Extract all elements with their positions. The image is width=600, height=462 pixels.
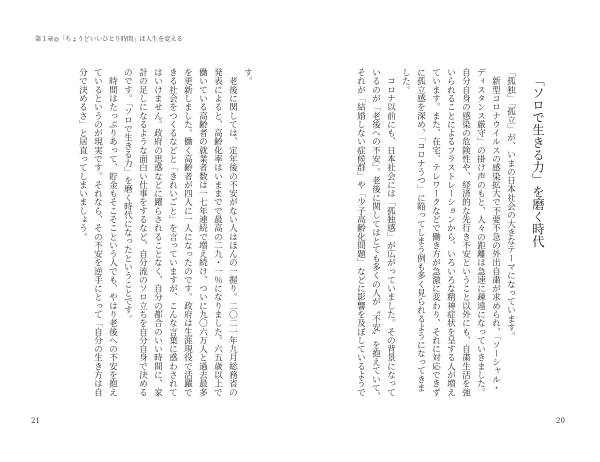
body-line: いるのが「老後への不安」。老後に関してはとても多くの人が〝不安〟を抱えていて、 [370,68,381,401]
body-line: 発表によると、高齢化率はいままでで最高の二九・一％になりました。六五歳以上で [212,68,223,397]
body-line: した。 [400,68,411,94]
section-heading: 「ソロで生きる力」を磨く時代 [530,74,546,248]
body-line: コロナ以前にも、日本社会には「孤独感」が広がっていました。その背景になって [385,68,396,397]
body-line: す。 [242,68,253,86]
body-line: を更新しました。働く高齢者が四人に一人になったのです。政府は生涯現役で活躍で [182,68,193,397]
body-line: 時間はたっぷりあって、貯金もそこそこという人でも、やはり老後への不安を抱え [107,68,118,397]
body-line: それが「結婚しない症候群」や「少子高齢化問題」などに影響を及ぼしているようで [355,68,366,397]
body-line: 老後に関しては、定年後の不安がない人はほんの一握り。二〇二一年九月総務省の [227,68,238,397]
chapter-running-head: 第１章◎「ちょうどいいひとり時間」は人生を変える [35,36,183,43]
body-line: ています。また、在宅、テレワークなどで働き方が急激に変わり、それに対応できず [430,68,441,397]
body-line: に孤立感を深め、「コロナうつ」に陥ってしまう例も多く見られるようになってきま [415,68,426,392]
body-line: はいけません。政府の思惑などに躍らされることなく、自分の都合のいい時間に、家 [152,68,163,397]
right-page [300,0,600,462]
page-number-right: 20 [556,417,565,425]
body-line: 分で決めるさ」と居直ってしまいましょう。 [77,68,88,241]
body-line: のです。「ソロで生きる力」を磨く時代になったということです。 [122,68,133,323]
body-line: 自分自身の感染の危険性や、経済的な先行き不安ということ以外にも、自粛生活を強 [460,68,471,397]
right-page-body-text [353,68,518,413]
body-line: いられることによるフラストレーションから、いろいろな精神症状を呈する人が増え [445,68,456,397]
body-line: 計の足しになるような面白い仕事をするなど、自分流のソロ立ちを自分自身で決める [137,68,148,397]
body-line: ディスタンス厳守」の掛け声のもと、人々の距離は急速に疎遠になっていきました。 [475,68,486,397]
body-line: ているというのが現実です。それなら、その不安を逆手にとって「自分の生き方は自 [92,68,103,397]
body-line: 働いている高齢者の就業者数は一七年連続で増え続け、ついに九〇六万人と過去最多 [197,68,208,397]
left-page-body-text [75,68,255,413]
page-number-left: 21 [31,417,40,425]
body-line: 新型コロナウイルスの感染拡大で不要不急の外出自粛が求められ、「ソーシャル・ [490,68,501,392]
body-line: きる社会をつくるなどと「きれいごと」を言っていますが、こんな言葉に惑わされて [167,68,178,397]
body-line: 「孤独」「孤立」が、いまの日本社会の大きなテーマになっています。 [505,68,516,341]
